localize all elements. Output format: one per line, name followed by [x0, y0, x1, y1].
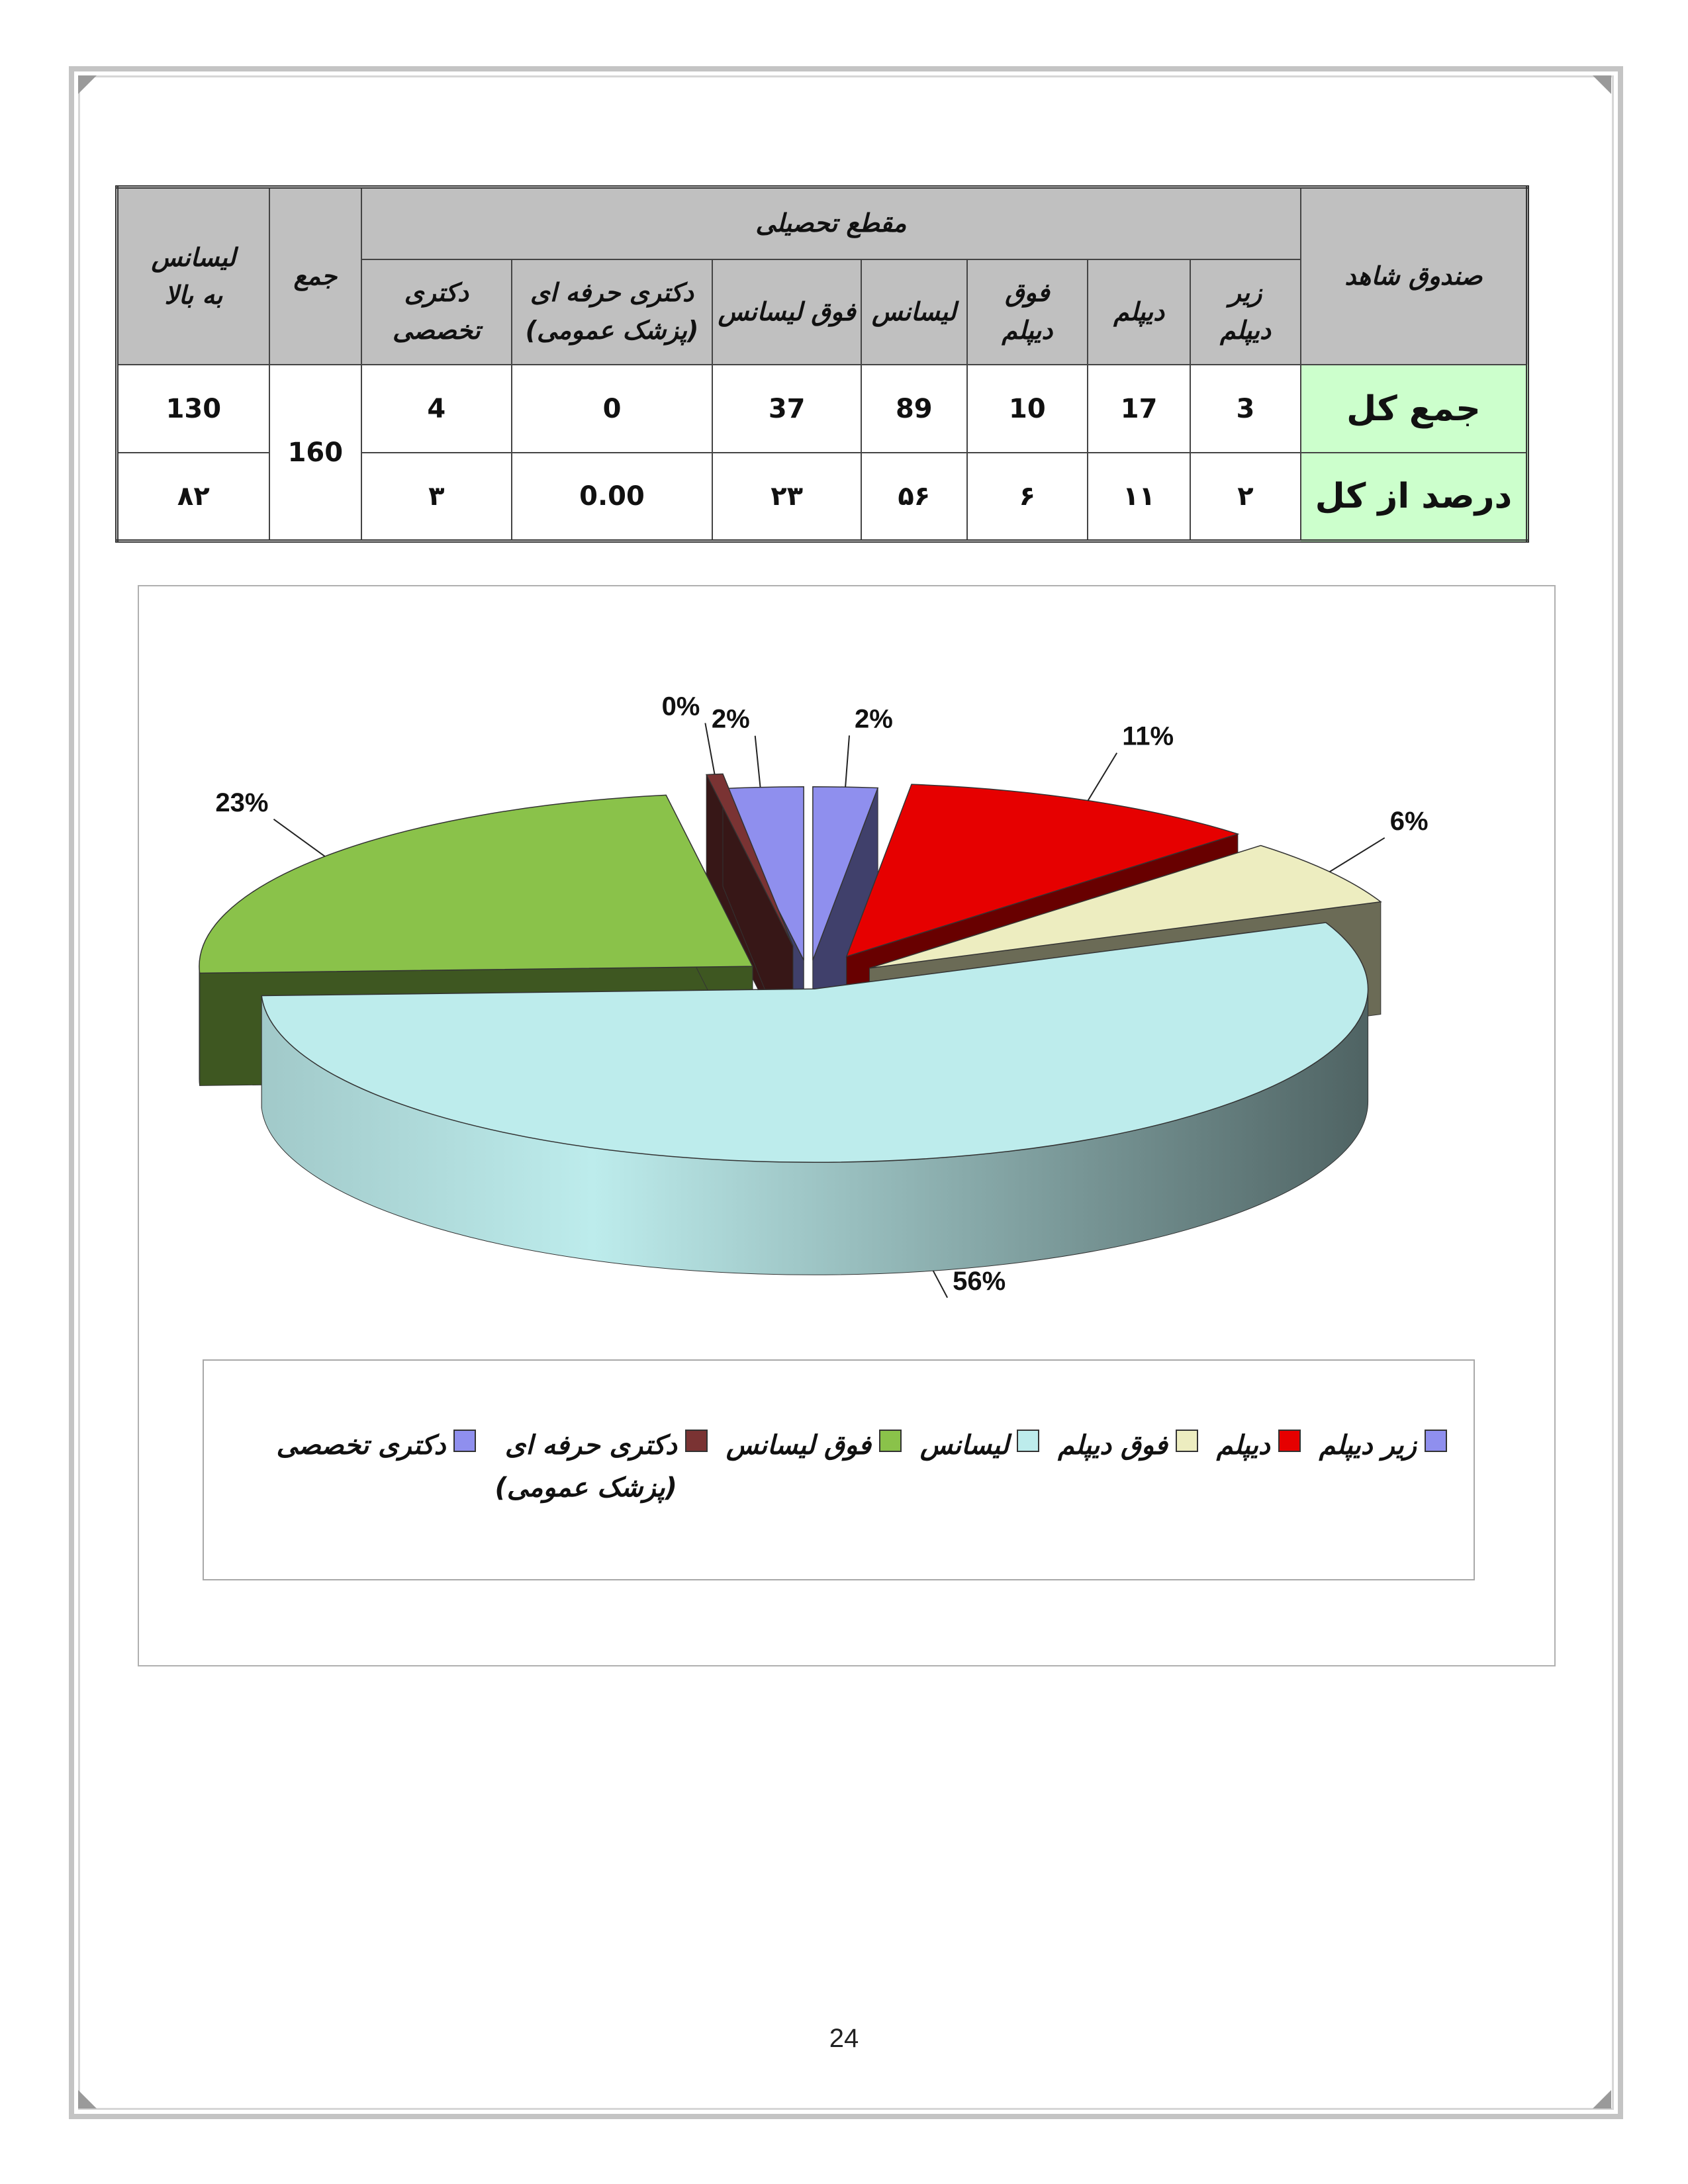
table-cell: 0.00: [512, 453, 713, 541]
header-fund: صندوق شاهد: [1301, 187, 1528, 365]
corner-ornament: [78, 75, 97, 94]
table-cell: 17: [1088, 365, 1190, 453]
label-leader-line: [273, 819, 324, 856]
table-cell: ۲: [1190, 453, 1301, 541]
table-cell: 4: [361, 365, 512, 453]
legend-label: فوق دیپلم: [1058, 1430, 1168, 1461]
pie-percent-label: 23%: [215, 788, 269, 817]
label-leader-line: [1088, 753, 1117, 801]
pie-percent-label: 11%: [1122, 721, 1174, 751]
header-education-level: مقطع تحصیلی: [361, 187, 1301, 259]
corner-ornament: [78, 2090, 97, 2109]
row-label-percent: درصد از کل: [1301, 453, 1528, 541]
legend-swatch: [879, 1430, 902, 1452]
legend-swatch: [1425, 1430, 1447, 1452]
pie-percent-label: 56%: [953, 1266, 1006, 1296]
table-row: [117, 365, 1528, 453]
legend-item: [726, 1424, 902, 1467]
row-label-total: جمع کل: [1301, 365, 1528, 453]
table-cell: ۸۲: [117, 453, 269, 541]
legend-swatch: [1176, 1430, 1198, 1452]
corner-ornament: [1593, 2090, 1611, 2109]
table-cell: ۲۳: [712, 453, 861, 541]
table-cell: 0: [512, 365, 713, 453]
legend-item: [1319, 1424, 1447, 1467]
legend-item: [1058, 1424, 1198, 1467]
legend-item: [277, 1424, 477, 1467]
label-leader-line: [1330, 838, 1385, 872]
table-cell: ۵۶: [861, 453, 967, 541]
pie-percent-label: 2%: [854, 704, 893, 734]
header-total: جمع: [269, 187, 361, 365]
table-cell: 89: [861, 365, 967, 453]
pie-percent-label: 2%: [711, 704, 750, 734]
table-cell: ۳: [361, 453, 512, 541]
header-level: دکتری حرفه ای (پزشک عمومی): [512, 259, 713, 365]
label-leader-line: [933, 1271, 947, 1298]
header-level: فوق لیسانس: [712, 259, 861, 365]
corner-ornament: [1593, 75, 1611, 94]
total-cell: 160: [269, 365, 361, 541]
table-cell: 10: [967, 365, 1088, 453]
page-number: 24: [829, 2024, 859, 2053]
legend-label: لیسانس: [919, 1430, 1009, 1461]
legend-item: [920, 1424, 1039, 1467]
header-bachelor-plus: لیسانس به بالا: [117, 187, 269, 365]
table-cell: 130: [117, 365, 269, 453]
chart-legend: [203, 1359, 1475, 1580]
legend-label: دیپلم: [1216, 1430, 1270, 1461]
header-level: دیپلم: [1088, 259, 1190, 365]
legend-label: زیر دیپلم: [1319, 1430, 1417, 1461]
legend-swatch: [1278, 1430, 1301, 1452]
label-leader-line: [845, 735, 849, 787]
header-level: دکتری تخصصی: [361, 259, 512, 365]
pie-percent-label: 6%: [1389, 806, 1429, 836]
legend-swatch: [685, 1430, 708, 1452]
pie-percent-label: 0%: [661, 692, 700, 721]
table-cell: 37: [712, 365, 861, 453]
legend-swatch: [453, 1430, 476, 1452]
legend-swatch: [1017, 1430, 1039, 1452]
legend-item: [494, 1424, 707, 1509]
table-cell: ۱۱: [1088, 453, 1190, 541]
label-leader-line: [755, 736, 761, 788]
header-level: زیر دیپلم: [1190, 259, 1301, 365]
header-level: لیسانس: [861, 259, 967, 365]
legend-items: [277, 1424, 1447, 1509]
table-cell: 3: [1190, 365, 1301, 453]
legend-label: فوق لیسانس: [726, 1430, 871, 1461]
table-cell: ۶: [967, 453, 1088, 541]
legend-item: [1217, 1424, 1301, 1467]
education-table: [115, 185, 1529, 543]
legend-label: دکتری تخصصی: [276, 1430, 446, 1461]
header-level: فوق دیپلم: [967, 259, 1088, 365]
legend-label: دکتری حرفه ای (پزشک عمومی): [494, 1430, 677, 1503]
